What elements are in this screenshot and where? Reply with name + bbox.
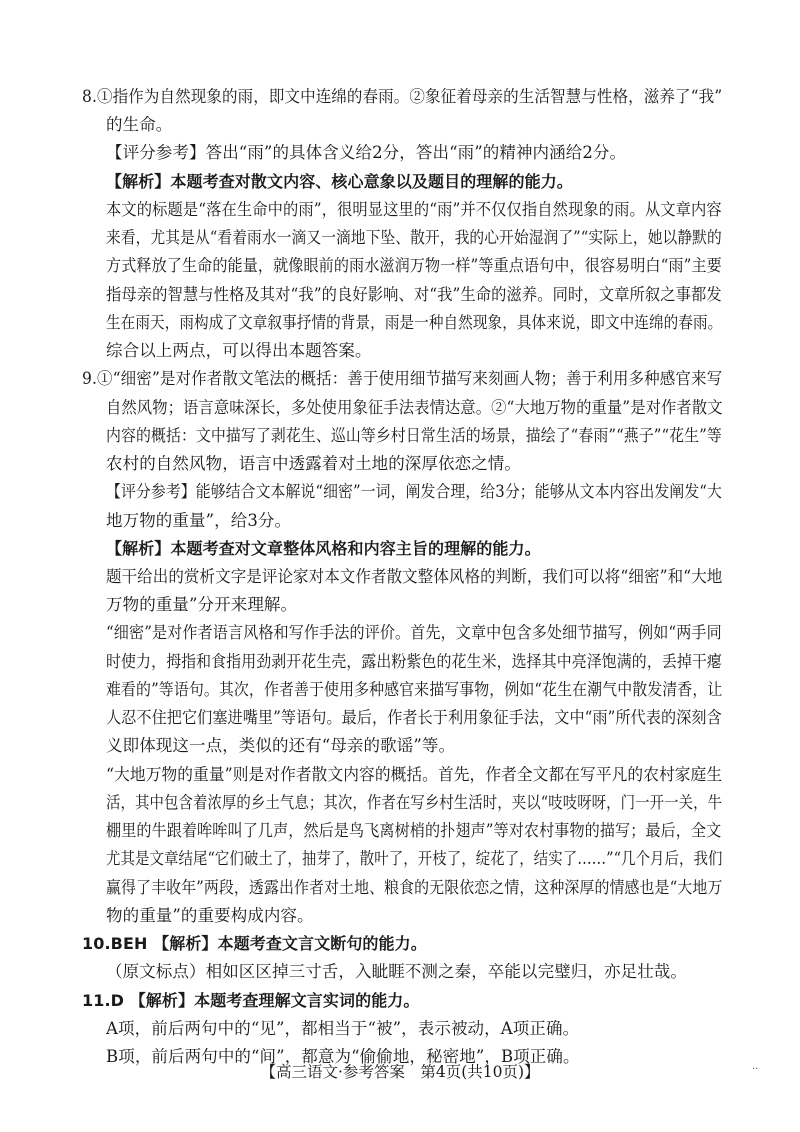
q8-analysis-line-2: 来看，尤其是从“看着雨水一滴又一滴地下坠、散开，我的心开始湿润了”“实际上，她以静默的 (106, 228, 722, 247)
q8-analysis-line-1: 本文的标题是“落在生命中的雨”，很明显这里的“雨”并不仅仅指自然现象的雨。从文章内容 (106, 200, 722, 219)
q9-scoring-line-1: 【评分参考】能够结合文本解说“细密”一词，阐发合理，给3分；能够从文本内容出发阐发“大 (106, 482, 722, 501)
q9-analysis-line-8: “大地万物的重量”则是对作者散文内容的概括。首先，作者全文都在写平凡的农村家庭生 (106, 765, 723, 784)
q9-answer-line-1: 9.①“细密”是对作者散文笔法的概括：善于使用细节描写来刻画人物；善于利用多种感官来写 (82, 369, 723, 388)
q9-answer-line-3: 内容的概括：文中描写了剥花生、巡山等乡村日常生活的场景，描绘了“春雨”“燕子”“花生”等 (106, 426, 722, 445)
q9-answer-line-2: 自然风物；语言意味深长，多处使用象征手法表情达意。②“大地万物的重量”是对作者散文 (106, 398, 723, 417)
q8-analysis-line-3: 方式释放了生命的能量，就像眼前的雨水滋润万物一样”等重点语句中，很容易明白“雨”主要 (106, 256, 722, 275)
q10-original-punctuation: （原文标点）相如区区掉三寸舌，入眦睚不测之秦，卒能以完璧归，亦足壮哉。 (106, 962, 687, 981)
q9-analysis-line-6: 人忍不住把它们塞进嘴里”等语句。最后，作者长于利用象征手法，文中“雨”所代表的深刻含 (106, 708, 722, 727)
q9-analysis-line-13: 物的重量”的重要构成内容。 (106, 906, 314, 925)
q9-analysis-line-7: 义即体现这一点，类似的还有“母亲的歌谣”等。 (106, 736, 456, 755)
q10-answer-heading: 10.BEH 【解析】本题考查文言文断句的能力。 (82, 934, 427, 953)
q9-answer-line-4: 农村的自然风物，语言中透露着对土地的深厚依恋之情。 (106, 454, 521, 473)
q9-analysis-line-2: 万物的重量”分开来理解。 (106, 595, 298, 614)
q8-analysis-heading: 【解析】本题考查对散文内容、核心意象以及题目的理解的能力。 (106, 172, 573, 191)
q11-option-a: A项，前后两句中的“见”，都相当于“被”，表示被动，A项正确。 (106, 1019, 580, 1038)
q9-analysis-heading: 【解析】本题考查对文章整体风格和内容主旨的理解的能力。 (106, 539, 541, 558)
q9-scoring-line-2: 地万物的重量”，给3分。 (106, 511, 292, 530)
q11-option-b: B项，前后两句中的“间”，都意为“偷偷地，秘密地”，B项正确。 (106, 1047, 580, 1066)
corner-mark: ·· (752, 1064, 759, 1075)
q11-answer-heading: 11.D 【解析】本题考查理解文言实词的能力。 (82, 991, 420, 1010)
q8-analysis-line-6: 综合以上两点，可以得出本题答案。 (106, 341, 372, 360)
q8-answer-line-2: 的生命。 (106, 115, 173, 134)
q9-analysis-line-12: 赢得了丰收年”两段，透露出作者对土地、粮食的无限依恋之情，这种深厚的情感也是“大地万 (106, 878, 723, 897)
q8-scoring-reference: 【评分参考】答出“雨”的具体含义给2分，答出“雨”的精神内涵给2分。 (106, 143, 627, 162)
q9-analysis-line-11: 尤其是文章结尾“它们破土了，抽芽了，散叶了，开枝了，绽花了，结实了……”“几个月后，我们 (106, 849, 723, 868)
q9-analysis-line-5: 难看的”等语句。其次，作者善于使用多种感官来描写事物，例如“花生在潮气中散发清香，让 (106, 680, 723, 699)
q9-analysis-line-10: 棚里的牛跟着哞哞叫了几声，然后是鸟飞离树梢的扑翅声”等对农村事物的描写；最后，全文 (106, 821, 722, 840)
q9-analysis-line-9: 活，其中包含着浓厚的乡土气息；其次，作者在写乡村生活时，夹以“吱吱呀呀，门一开一关，牛 (106, 793, 723, 812)
q9-analysis-line-4: 时使力，拇指和食指用劲剥开花生壳，露出粉紫色的花生米，选择其中亮泽饱满的，丢掉干瘪 (106, 652, 722, 671)
q8-answer-line-1: 8.①指作为自然现象的雨，即文中连绵的春雨。②象征着母亲的生活智慧与性格，滋养了“我” (82, 87, 723, 106)
page-footer: 【高三语文·参考答案 第4页(共10页)】 (260, 1063, 540, 1081)
q8-analysis-line-4: 指母亲的智慧与性格及其对“我”的良好影响、对“我”生命的滋养。同时，文章所叙之事都发 (106, 285, 722, 304)
q9-analysis-line-1: 题干给出的赏析文字是评论家对本文作者散文整体风格的判断，我们可以将“细密”和“大地 (106, 567, 723, 586)
q8-analysis-line-5: 生在雨天，雨构成了文章叙事抒情的背景，雨是一种自然现象，具体来说，即文中连绵的春雨。 (106, 313, 723, 332)
q9-analysis-line-3: “细密”是对作者语言风格和写作手法的评价。首先，文章中包含多处细节描写，例如“两手同 (106, 623, 722, 642)
